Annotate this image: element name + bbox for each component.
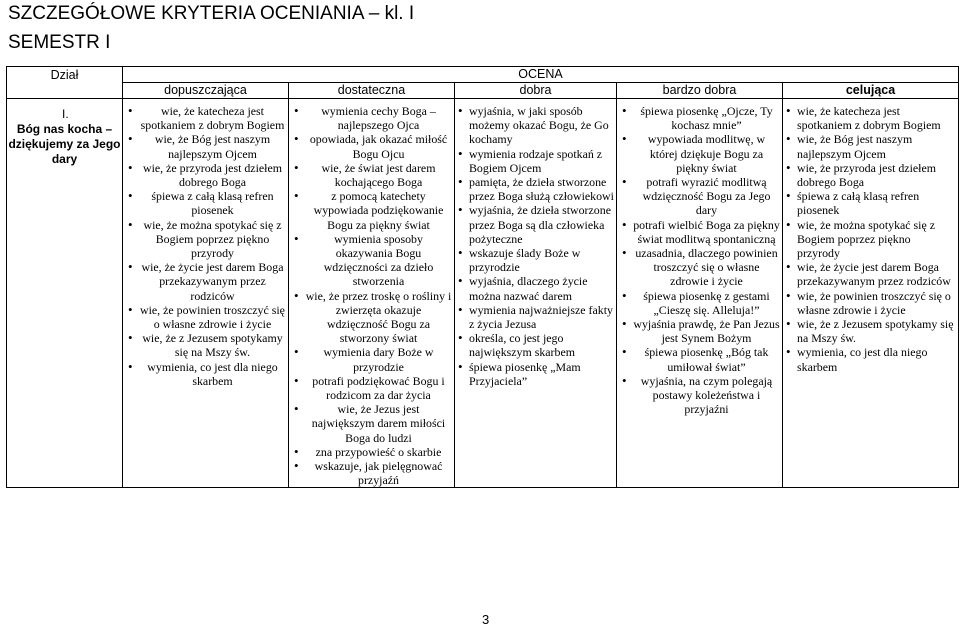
- criterion-item: • wie, że przez troskę o rośliny i zwierzęta okazuje wdzięczność Bogu za stworzony świat: [305, 289, 452, 346]
- criterion-item: • wskazuje ślady Boże w przyrodzie: [469, 246, 614, 274]
- page-number: 3: [482, 612, 490, 627]
- criterion-item: • wie, że katecheza jest spotkaniem z dobrym Bogiem: [139, 104, 286, 132]
- criterion-item: • potrafi podziękować Bogu i rodzicom za dar życia: [305, 374, 452, 402]
- section-name: Bóg nas kocha – dziękujemy za Jego dary: [8, 122, 121, 166]
- criterion-item: • wie, że przyroda jest dziełem dobrego Boga: [139, 161, 286, 189]
- criterion-item: • wie, że można spotykać się z Bogiem poprzez piękno przyrody: [797, 218, 956, 261]
- criterion-item: • wskazuje, jak pielęgnować przyjaźń: [305, 459, 452, 487]
- criteria-bardzo-dobra: [617, 99, 783, 488]
- criterion-item: • pamięta, że dzieła stworzone przez Boga służą człowiekowi: [469, 175, 614, 203]
- criterion-item: • wymienia, co jest dla niego skarbem: [139, 360, 286, 388]
- criterion-item: • określa, co jest jego największym skarbem: [469, 331, 614, 359]
- criteria-celujaca: [783, 99, 959, 488]
- criterion-item: • wymienia rodzaje spotkań z Bogiem Ojcem: [469, 147, 614, 175]
- level-header: bardzo dobra: [617, 83, 783, 99]
- criterion-item: • wypowiada modlitwę, w której dziękuje Bogu za piękny świat: [633, 132, 780, 175]
- criterion-item: • wie, że katecheza jest spotkaniem z dobrym Bogiem: [797, 104, 956, 132]
- level-header: dostateczna: [289, 83, 455, 99]
- criteria-table: [6, 66, 959, 488]
- criterion-item: • wie, że powinien troszczyć się o własne zdrowie i życie: [139, 303, 286, 331]
- section-number: I.: [62, 107, 69, 121]
- dzial-header: Dział: [7, 67, 123, 99]
- criterion-item: • śpiewa piosenkę „Mam Przyjaciela”: [469, 360, 614, 388]
- document-title: SZCZEGÓŁOWE KRYTERIA OCENIANIA – kl. I: [8, 3, 415, 24]
- criterion-item: • wyjaśnia, na czym polegają postawy koleżeństwa i przyjaźni: [633, 374, 780, 417]
- criterion-item: • wymienia dary Boże w przyrodzie: [305, 345, 452, 373]
- criterion-item: • z pomocą katechety wypowiada podziękowanie Bogu za piękny świat: [305, 189, 452, 232]
- criteria-dobra: [455, 99, 617, 488]
- criterion-item: • śpiewa z całą klasą refren piosenek: [797, 189, 956, 217]
- criterion-item: • wie, że powinien troszczyć się o własne zdrowie i życie: [797, 289, 956, 317]
- level-header: dobra: [455, 83, 617, 99]
- section-cell: [7, 99, 123, 488]
- criterion-item: • śpiewa piosenkę „Ojcze, Ty kochasz mnie”: [633, 104, 780, 132]
- criterion-item: • śpiewa piosenkę z gestami „Cieszę się. Alleluja!”: [633, 289, 780, 317]
- criterion-item: • wie, że z Jezusem spotykamy się na Mszy św.: [139, 331, 286, 359]
- criterion-item: • wie, że z Jezusem spotykamy się na Mszy św.: [797, 317, 956, 345]
- level-header: celująca: [783, 83, 959, 99]
- criterion-item: • wymienia sposoby okazywania Bogu wdzięczności za dzieło stworzenia: [305, 232, 452, 289]
- criterion-item: • śpiewa piosenkę „Bóg tak umiłował świat”: [633, 345, 780, 373]
- criterion-item: • uzasadnia, dlaczego powinien troszczyć się o własne zdrowie i życie: [633, 246, 780, 289]
- criterion-item: • potrafi wyrazić modlitwą wdzięczność Bogu za Jego dary: [633, 175, 780, 218]
- criterion-item: • wie, że Bóg jest naszym najlepszym Ojcem: [139, 132, 286, 160]
- criterion-item: • wie, że Jezus jest największym darem miłości Boga do ludzi: [305, 402, 452, 445]
- criterion-item: • wie, że Bóg jest naszym najlepszym Ojcem: [797, 132, 956, 160]
- criterion-item: • wyjaśnia, że dzieła stworzone przez Boga są dla człowieka pożyteczne: [469, 203, 614, 246]
- criterion-item: • potrafi wielbić Boga za piękny świat modlitwą spontaniczną: [633, 218, 780, 246]
- criterion-item: • zna przypowieść o skarbie: [305, 445, 452, 459]
- criterion-item: • wyjaśnia, w jaki sposób możemy okazać Bogu, że Go kochamy: [469, 104, 614, 147]
- criterion-item: • śpiewa z całą klasą refren piosenek: [139, 189, 286, 217]
- criterion-item: • wie, że świat jest darem kochającego Boga: [305, 161, 452, 189]
- criterion-item: • wymienia najważniejsze fakty z życia Jezusa: [469, 303, 614, 331]
- criteria-dostateczna: [289, 99, 455, 488]
- criterion-item: • wie, że życie jest darem Boga przekazywanym przez rodziców: [139, 260, 286, 303]
- ocena-header: OCENA: [123, 67, 959, 83]
- criterion-item: • wie, że można spotykać się z Bogiem poprzez piękno przyrody: [139, 218, 286, 261]
- criterion-item: • wie, że przyroda jest dziełem dobrego Boga: [797, 161, 956, 189]
- criteria-dopuszczajaca: [123, 99, 289, 488]
- criterion-item: • wymienia, co jest dla niego skarbem: [797, 345, 956, 373]
- level-header: dopuszczająca: [123, 83, 289, 99]
- criterion-item: • wymienia cechy Boga – najlepszego Ojca: [305, 104, 452, 132]
- criterion-item: • wie, że życie jest darem Boga przekazywanym przez rodziców: [797, 260, 956, 288]
- criterion-item: • wyjaśnia prawdę, że Pan Jezus jest Synem Bożym: [633, 317, 780, 345]
- criterion-item: • wyjaśnia, dlaczego życie można nazwać darem: [469, 274, 614, 302]
- semester-heading: SEMESTR I: [8, 32, 111, 53]
- criterion-item: • opowiada, jak okazać miłość Bogu Ojcu: [305, 132, 452, 160]
